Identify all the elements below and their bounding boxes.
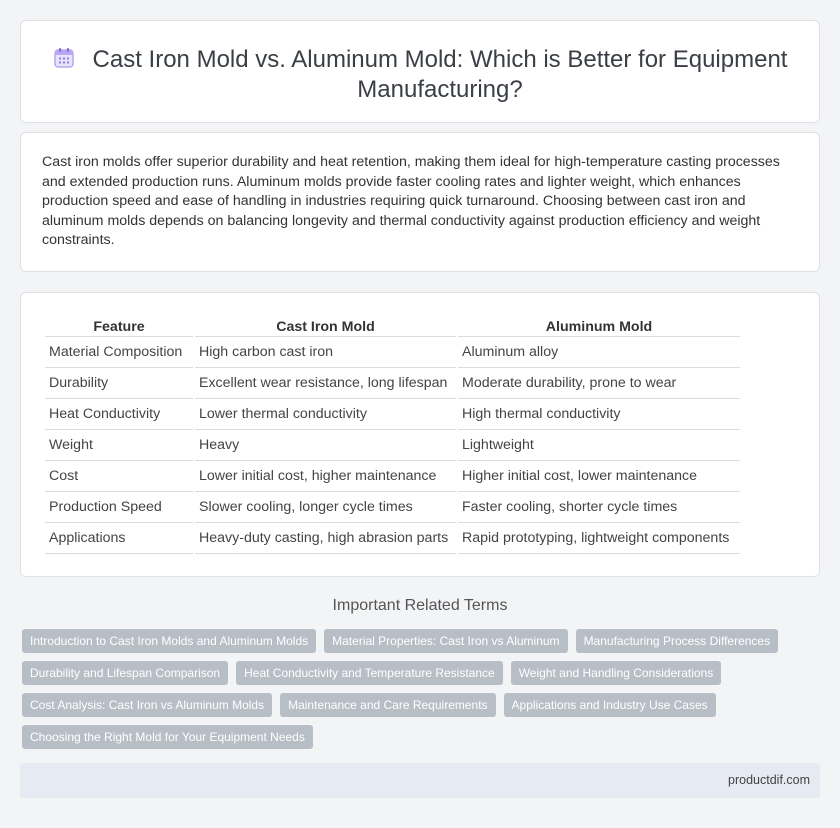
table-header-row	[45, 315, 740, 337]
aluminum-cell: Higher initial cost, lower maintenance	[458, 461, 740, 492]
related-term-tag[interactable]: Heat Conductivity and Temperature Resistance	[236, 661, 503, 685]
table-row	[45, 492, 740, 523]
header-feature: Feature	[45, 315, 193, 337]
related-terms-list	[22, 629, 822, 757]
aluminum-cell: Moderate durability, prone to wear	[458, 368, 740, 399]
cast-iron-cell: Slower cooling, longer cycle times	[195, 492, 456, 523]
feature-cell: Applications	[45, 523, 193, 554]
table-row	[45, 430, 740, 461]
tag-row	[22, 661, 822, 685]
tag-row	[22, 725, 822, 749]
tag-row	[22, 629, 822, 653]
cast-iron-cell: Excellent wear resistance, long lifespan	[195, 368, 456, 399]
header-aluminum: Aluminum Mold	[458, 315, 740, 337]
related-term-tag[interactable]: Weight and Handling Considerations	[511, 661, 722, 685]
aluminum-cell: Faster cooling, shorter cycle times	[458, 492, 740, 523]
feature-cell: Cost	[45, 461, 193, 492]
related-term-tag[interactable]: Choosing the Right Mold for Your Equipment Needs	[22, 725, 313, 749]
table-row	[45, 523, 740, 554]
related-terms-heading: Important Related Terms	[332, 597, 508, 614]
table-row	[45, 368, 740, 399]
feature-cell: Heat Conductivity	[45, 399, 193, 430]
cast-iron-cell: Heavy-duty casting, high abrasion parts	[195, 523, 456, 554]
feature-cell: Production Speed	[45, 492, 193, 523]
cast-iron-cell: Heavy	[195, 430, 456, 461]
feature-cell: Material Composition	[45, 337, 193, 368]
aluminum-cell: Lightweight	[458, 430, 740, 461]
related-term-tag[interactable]: Durability and Lifespan Comparison	[22, 661, 228, 685]
table-row	[45, 399, 740, 430]
related-term-tag[interactable]: Cost Analysis: Cast Iron vs Aluminum Molds	[22, 693, 272, 717]
intro-paragraph: Cast iron molds offer superior durability and heat retention, making them ideal for high-temperature casting processes and extended production runs. Aluminum molds provide faster cooling rates and lighter weight, which enhances production speed and ease of handling in industries requiring quick turnaround. Choosing between cast iron and aluminum molds depends on balancing longevity and thermal conductivity against production efficiency and weight constraints.	[42, 154, 780, 248]
aluminum-cell: Aluminum alloy	[458, 337, 740, 368]
related-term-tag[interactable]: Introduction to Cast Iron Molds and Aluminum Molds	[22, 629, 316, 653]
related-term-tag[interactable]: Maintenance and Care Requirements	[280, 693, 495, 717]
cast-iron-cell: Lower initial cost, higher maintenance	[195, 461, 456, 492]
table-row	[45, 337, 740, 368]
header-cast-iron: Cast Iron Mold	[195, 315, 456, 337]
table-row	[45, 461, 740, 492]
aluminum-cell: Rapid prototyping, lightweight components	[458, 523, 740, 554]
related-term-tag[interactable]: Material Properties: Cast Iron vs Aluminum	[324, 629, 567, 653]
header-card	[20, 20, 820, 123]
cast-iron-cell: High carbon cast iron	[195, 337, 456, 368]
comparison-card	[20, 292, 820, 577]
footer	[20, 763, 820, 798]
aluminum-cell: High thermal conductivity	[458, 399, 740, 430]
comparison-table	[43, 315, 742, 554]
cast-iron-cell: Lower thermal conductivity	[195, 399, 456, 430]
footer-site-link[interactable]: productdif.com	[728, 773, 810, 787]
related-term-tag[interactable]: Manufacturing Process Differences	[576, 629, 779, 653]
intro-card	[20, 132, 820, 272]
feature-cell: Durability	[45, 368, 193, 399]
feature-cell: Weight	[45, 430, 193, 461]
page-title: Cast Iron Mold vs. Aluminum Mold: Which is Better for Equipment Manufacturing?	[92, 46, 788, 103]
related-term-tag[interactable]: Applications and Industry Use Cases	[504, 693, 716, 717]
tag-row	[22, 693, 822, 717]
